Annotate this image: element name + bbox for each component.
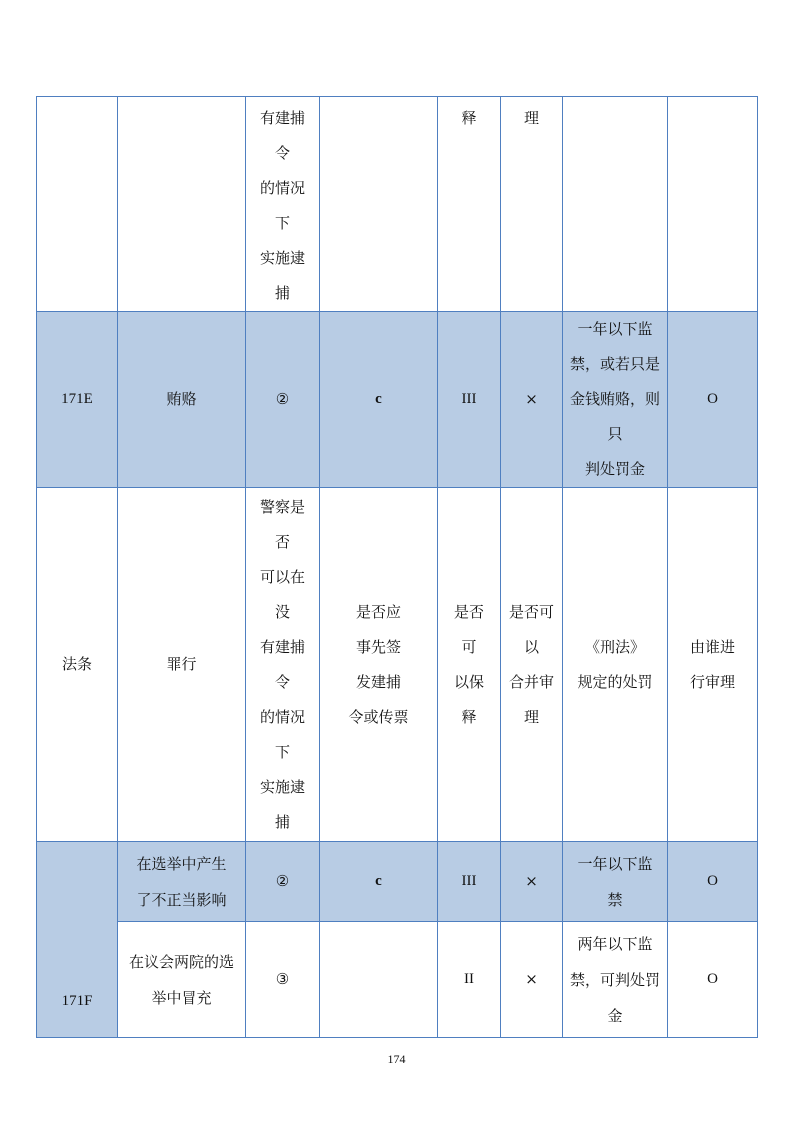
bail-cell: III [438, 312, 501, 488]
row-171f-b [37, 922, 758, 1038]
warrant-cell: c [320, 842, 438, 922]
header-warrantless-arrest: 警察是 否 可以在 没 有建捕 令 的情况 下 实施逮 捕 [246, 488, 320, 842]
warrant-cell: c [320, 312, 438, 488]
warrantless-arrest-cell: 有建捕 令 的情况 下 实施逮 捕 [246, 97, 320, 312]
penalty-cell: 一年以下监 禁 [563, 842, 668, 922]
court-cell [668, 97, 758, 312]
joint-trial-cell: × [501, 312, 563, 488]
section-cell-171f: 171F [37, 842, 118, 1038]
row-171e [37, 312, 758, 488]
header-row [37, 488, 758, 842]
header-court: 由谁进 行审理 [668, 488, 758, 842]
bail-cell: II [438, 922, 501, 1038]
continued-row [37, 97, 758, 312]
court-cell: O [668, 922, 758, 1038]
row-171f-a [37, 842, 758, 922]
warrantless-arrest-cell: ② [246, 842, 320, 922]
warrant-cell [320, 97, 438, 312]
penalty-cell: 两年以下监 禁，可判处罚 金 [563, 922, 668, 1038]
court-cell: O [668, 312, 758, 488]
penalty-cell: 一年以下监 禁，或若只是 金钱贿赂，则只 判处罚金 [563, 312, 668, 488]
joint-trial-cell: × [501, 842, 563, 922]
bail-cell: III [438, 842, 501, 922]
warrantless-arrest-cell: ③ [246, 922, 320, 1038]
penalty-cell [563, 97, 668, 312]
bail-cell: 释 [438, 97, 501, 312]
header-warrant: 是否应 事先签 发建捕 令或传票 [320, 488, 438, 842]
offence-cell: 在选举中产生 了不正当影响 [118, 842, 246, 922]
header-offence: 罪行 [118, 488, 246, 842]
warrant-cell [320, 922, 438, 1038]
header-bail: 是否 可 以保 释 [438, 488, 501, 842]
joint-trial-cell: × [501, 922, 563, 1038]
header-penalty: 《刑法》 规定的处罚 [563, 488, 668, 842]
offence-cell [118, 97, 246, 312]
warrantless-arrest-cell: ② [246, 312, 320, 488]
section-cell: 171E [37, 312, 118, 488]
offence-cell: 贿赂 [118, 312, 246, 488]
header-joint-trial: 是否可 以 合并审 理 [501, 488, 563, 842]
page-number: 174 [387, 1052, 406, 1066]
header-section: 法条 [37, 488, 118, 842]
court-cell: O [668, 842, 758, 922]
joint-trial-cell: 理 [501, 97, 563, 312]
offence-table [36, 96, 758, 1038]
section-cell [37, 97, 118, 312]
offence-cell: 在议会两院的选 举中冒充 [118, 922, 246, 1038]
